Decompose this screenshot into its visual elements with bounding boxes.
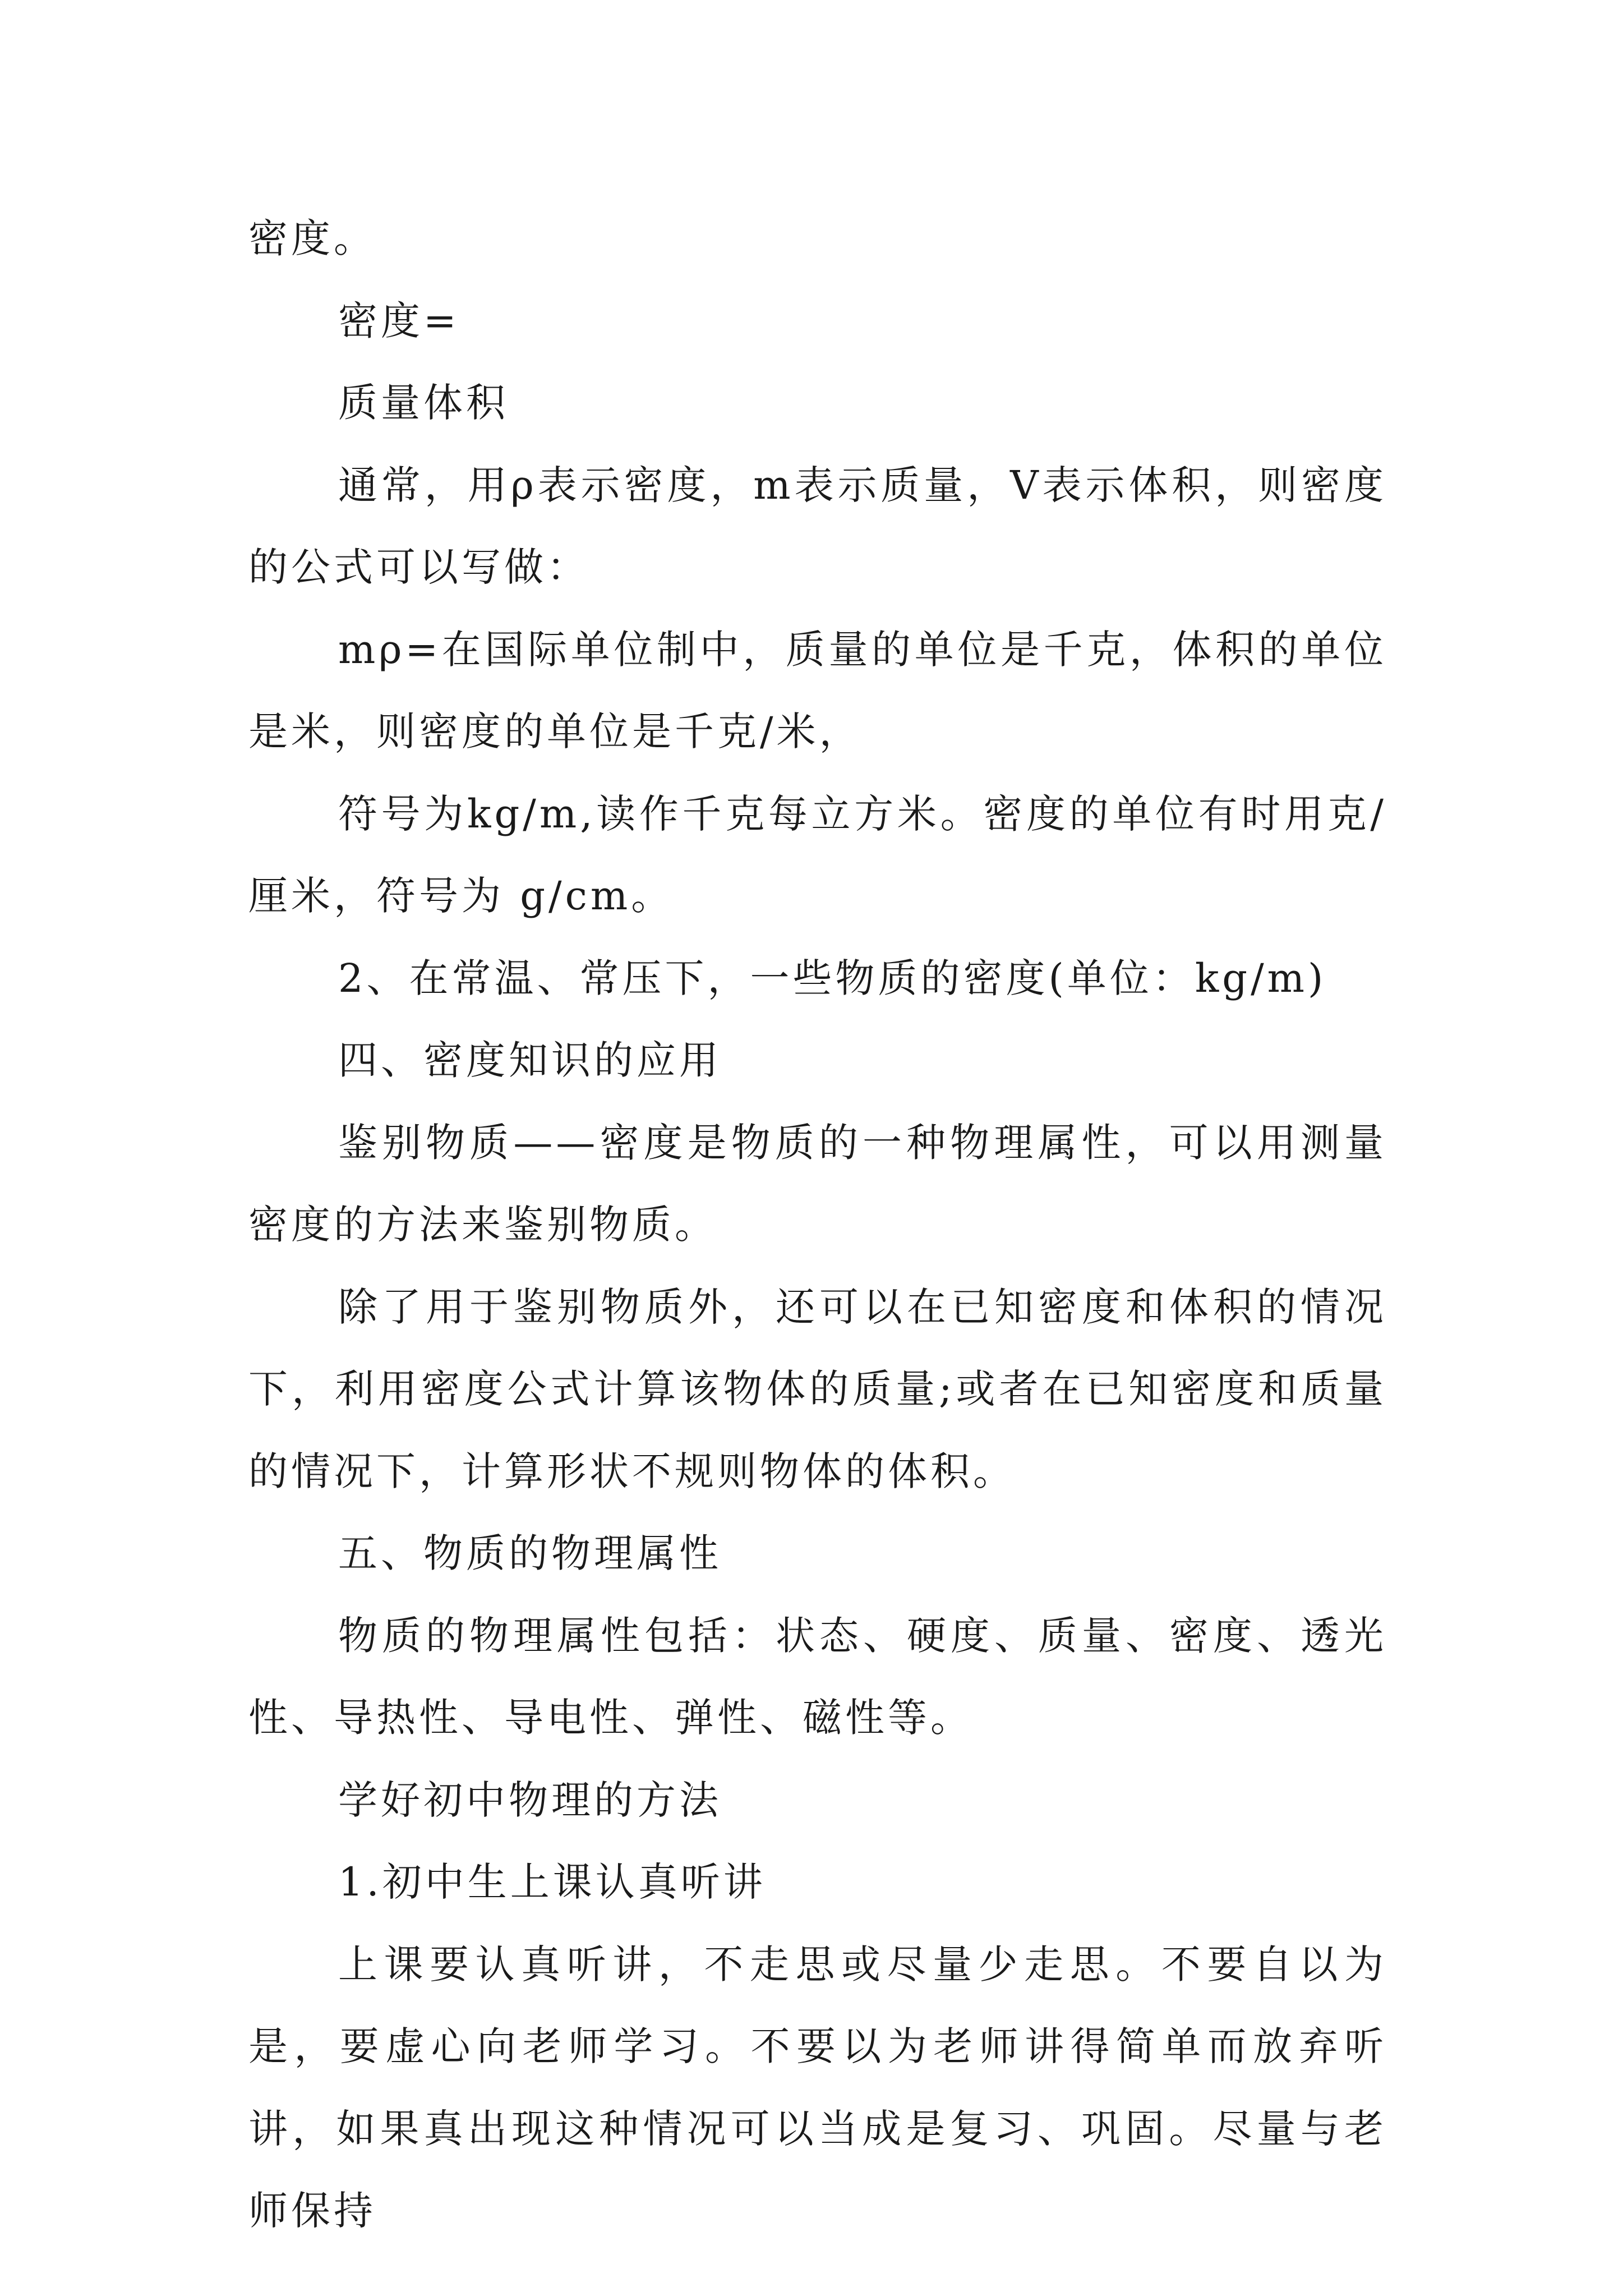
paragraph-12: 物质的物理属性包括：状态、硬度、质量、密度、透光性、导热性、导电性、弹性、磁性等。 (248, 1612, 1387, 1741)
paragraph-4: 通常，用ρ表示密度，m表示质量，V表示体积，则密度的公式可以写做： (248, 462, 1387, 590)
paragraph-10: 除了用于鉴别物质外，还可以在已知密度和体积的情况下，利用密度公式计算该物体的质量;或者在已知密度和质量的情况下，计算形状不规则物体的体积。 (248, 1283, 1387, 1494)
item-heading-1: 1.初中生上课认真听讲 (338, 1859, 766, 1905)
paragraph-3: 质量体积 (338, 380, 509, 426)
section-heading-4: 四、密度知识的应用 (338, 1037, 722, 1083)
paragraph-2: 密度= (338, 297, 460, 344)
paragraph-5: mρ=在国际单位制中，质量的单位是千克，体积的单位是米，则密度的单位是千克/米， (248, 626, 1387, 754)
section-heading-5: 五、物质的物理属性 (338, 1530, 722, 1576)
paragraph-9: 鉴别物质——密度是物质的一种物理属性，可以用测量密度的方法来鉴别物质。 (248, 1119, 1387, 1248)
document-body (248, 197, 1387, 2252)
paragraph-6: 符号为kg/m,读作千克每立方米。密度的单位有时用克/厘米，符号为 g/cm。 (248, 790, 1387, 919)
paragraph-1: 密度。 (248, 215, 376, 261)
subsection-title: 学好初中物理的方法 (338, 1777, 722, 1823)
paragraph-15: 上课要认真听讲，不走思或尽量少走思。不要自以为是，要虚心向老师学习。不要以为老师讲得简单而放弃听讲，如果真出现这种情况可以当成是复习、巩固。尽量与老师保持 (248, 1941, 1387, 2234)
paragraph-7: 2、在常温、常压下，一些物质的密度(单位：kg/m) (338, 955, 1327, 1001)
